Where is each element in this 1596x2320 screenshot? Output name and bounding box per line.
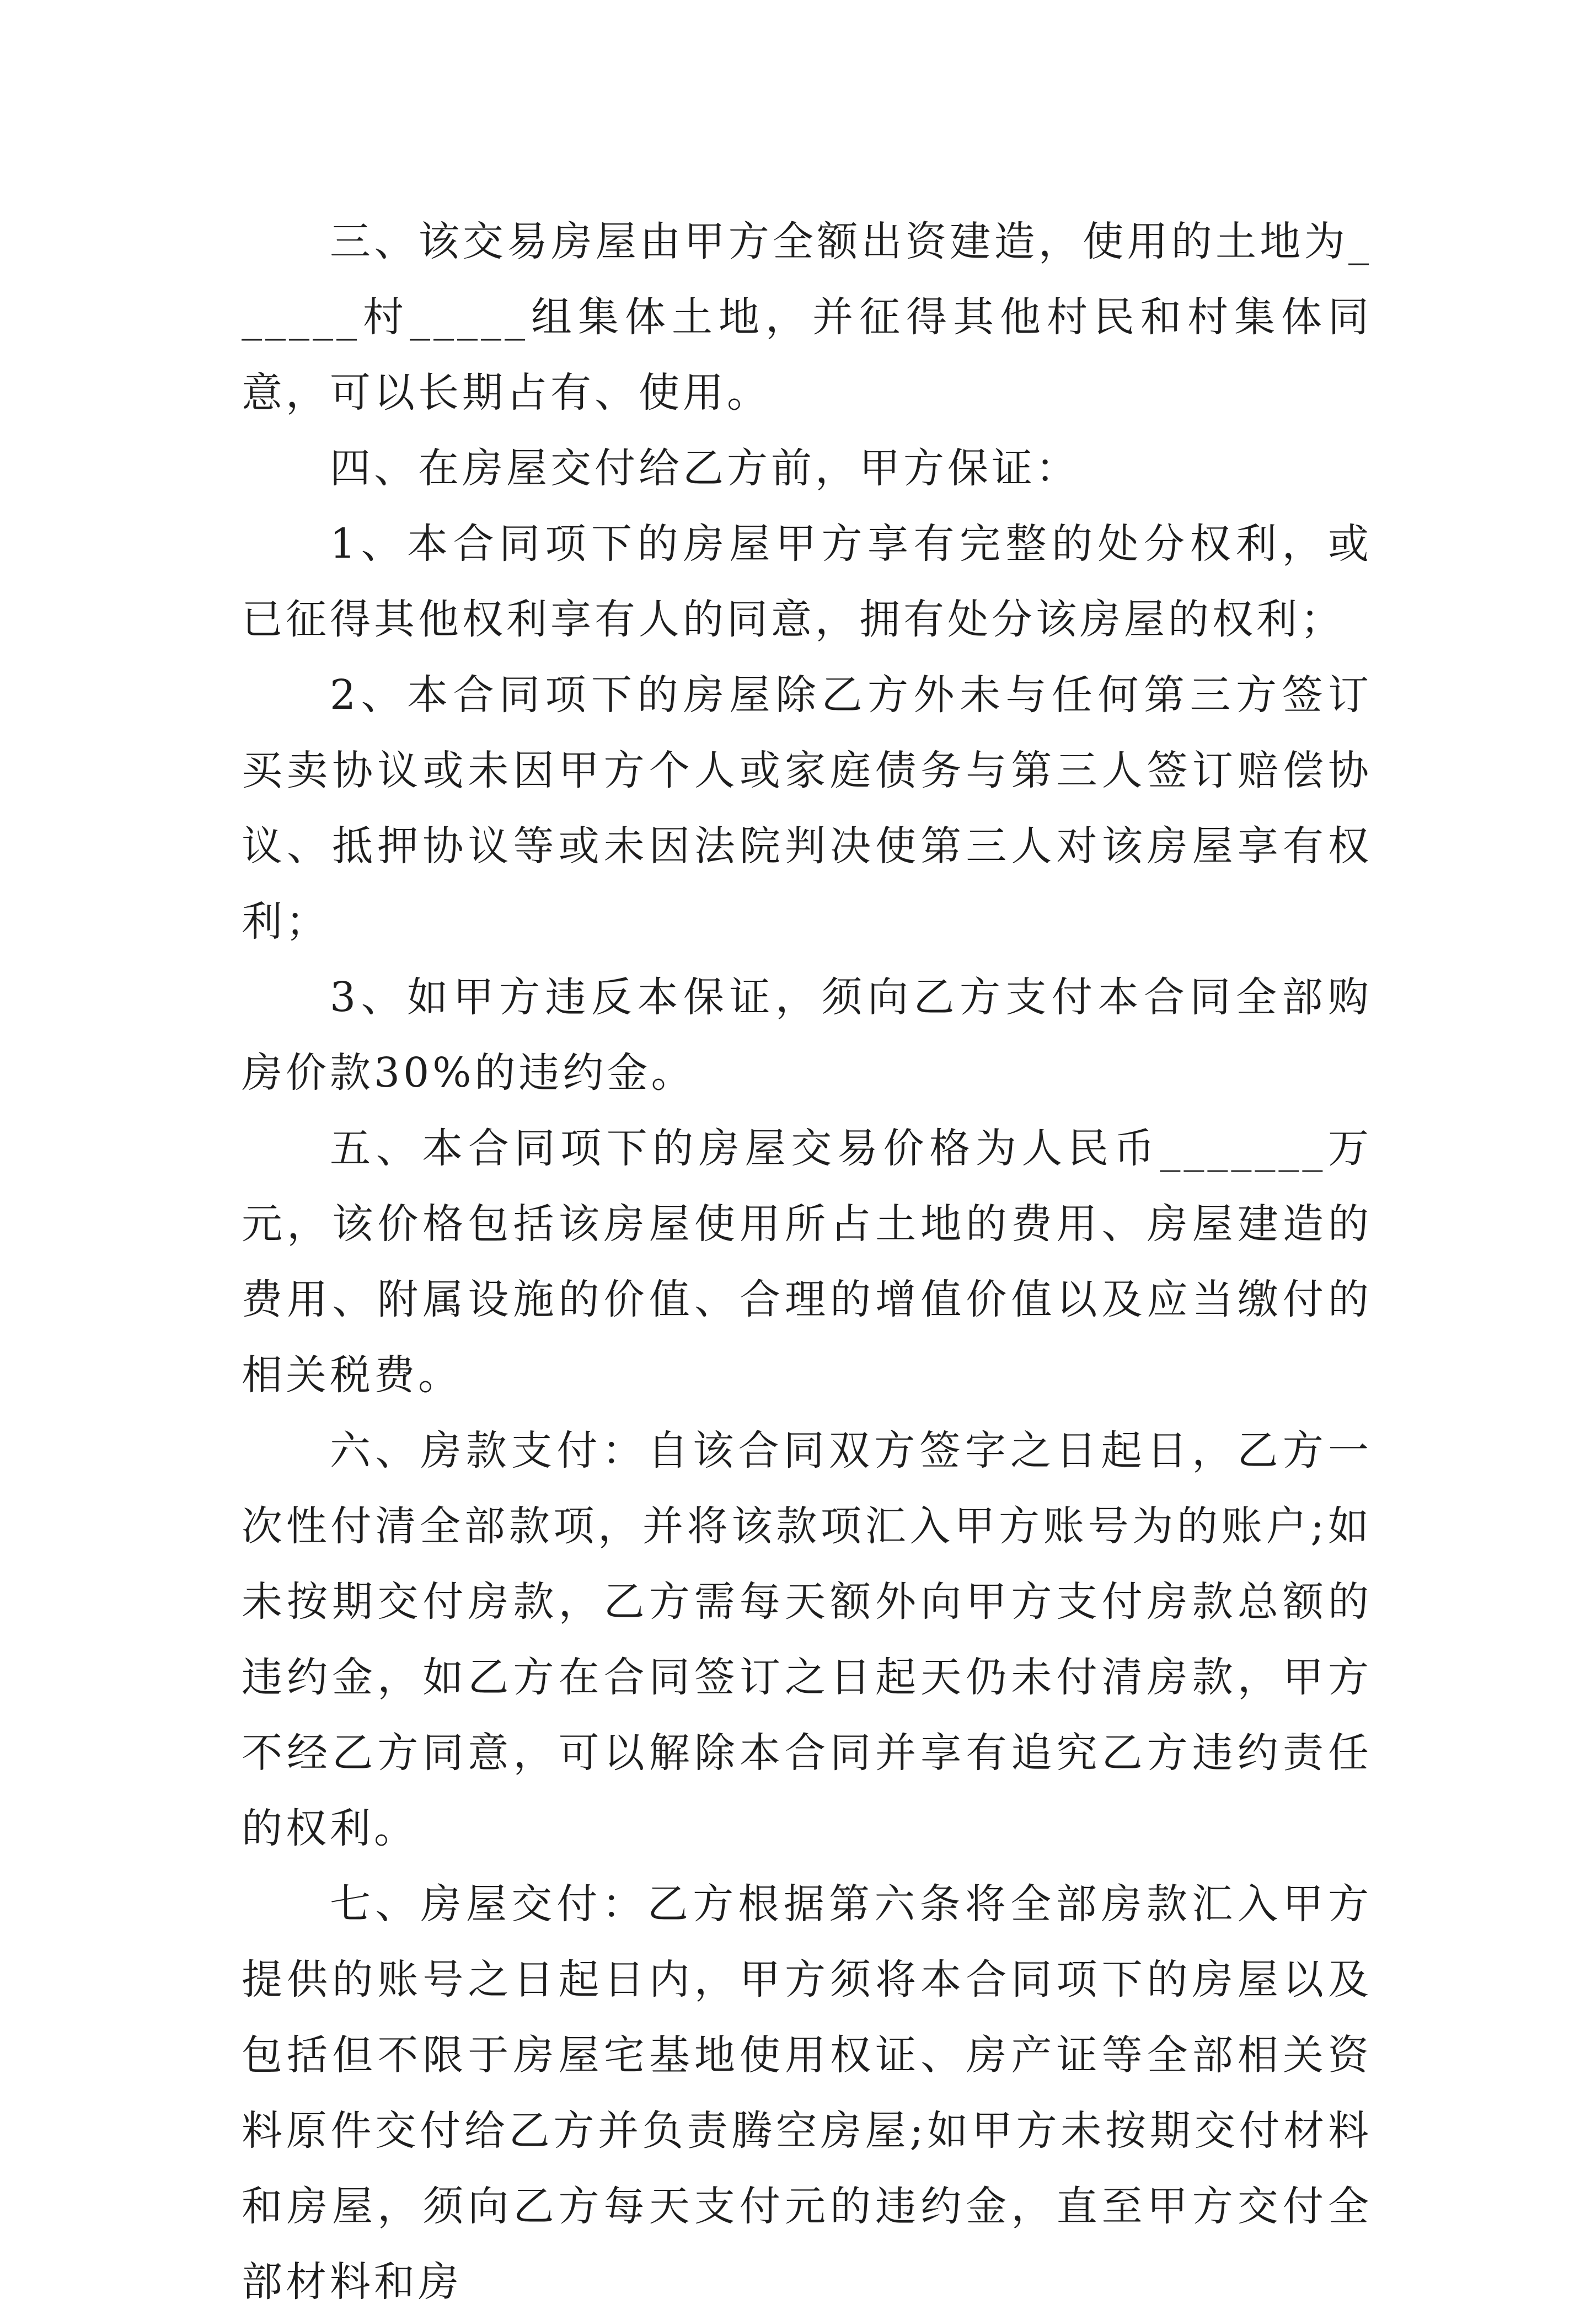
paragraph-6-payment: 六、房款支付：自该合同双方签字之日起日，乙方一次性付清全部款项，并将该款项汇入甲方账号为的账户;如未按期交付房款，乙方需每天额外向甲方支付房款总额的违约金，如乙方在合同签订之日起天仍未付清房款，甲方不经乙方同意，可以解除本合同并享有追究乙方违约责任的权利。 [242,1427,1372,1852]
paragraph-3-land-source: 三、该交易房屋由甲方全额出资建造，使用的土地为______村_____组集体土地，并征得其他村民和村集体同意，可以长期占有、使用。 [242,218,1372,416]
document-body [242,204,1372,2320]
paragraph-4-item-3: 3、如甲方违反本保证，须向乙方支付本合同全部购房价款30%的违约金。 [242,974,1372,1097]
paragraph-4-item-2: 2、本合同项下的房屋除乙方外未与任何第三方签订买卖协议或未因甲方个人或家庭债务与第三人签订赔偿协议、抵押协议等或未因法院判决使第三人对该房屋享有权利； [242,671,1372,945]
paragraph-5-price: 五、本合同项下的房屋交易价格为人民币_______万元，该价格包括该房屋使用所占土地的费用、房屋建造的费用、附属设施的价值、合理的增值价值以及应当缴付的相关税费。 [242,1125,1372,1399]
paragraph-7-delivery: 七、房屋交付：乙方根据第六条将全部房款汇入甲方提供的账号之日起日内，甲方须将本合同项下的房屋以及包括但不限于房屋宅基地使用权证、房产证等全部相关资料原件交付给乙方并负责腾空房屋;如甲方未按期交付材料和房屋，须向乙方每天支付元的违约金，直至甲方交付全部材料和房 [242,1880,1372,2306]
paragraph-4-seller-guarantee: 四、在房屋交付给乙方前，甲方保证： [330,445,1080,492]
paragraph-4-item-1: 1、本合同项下的房屋甲方享有完整的处分权利，或已征得其他权利享有人的同意，拥有处分该房屋的权利； [242,520,1372,643]
